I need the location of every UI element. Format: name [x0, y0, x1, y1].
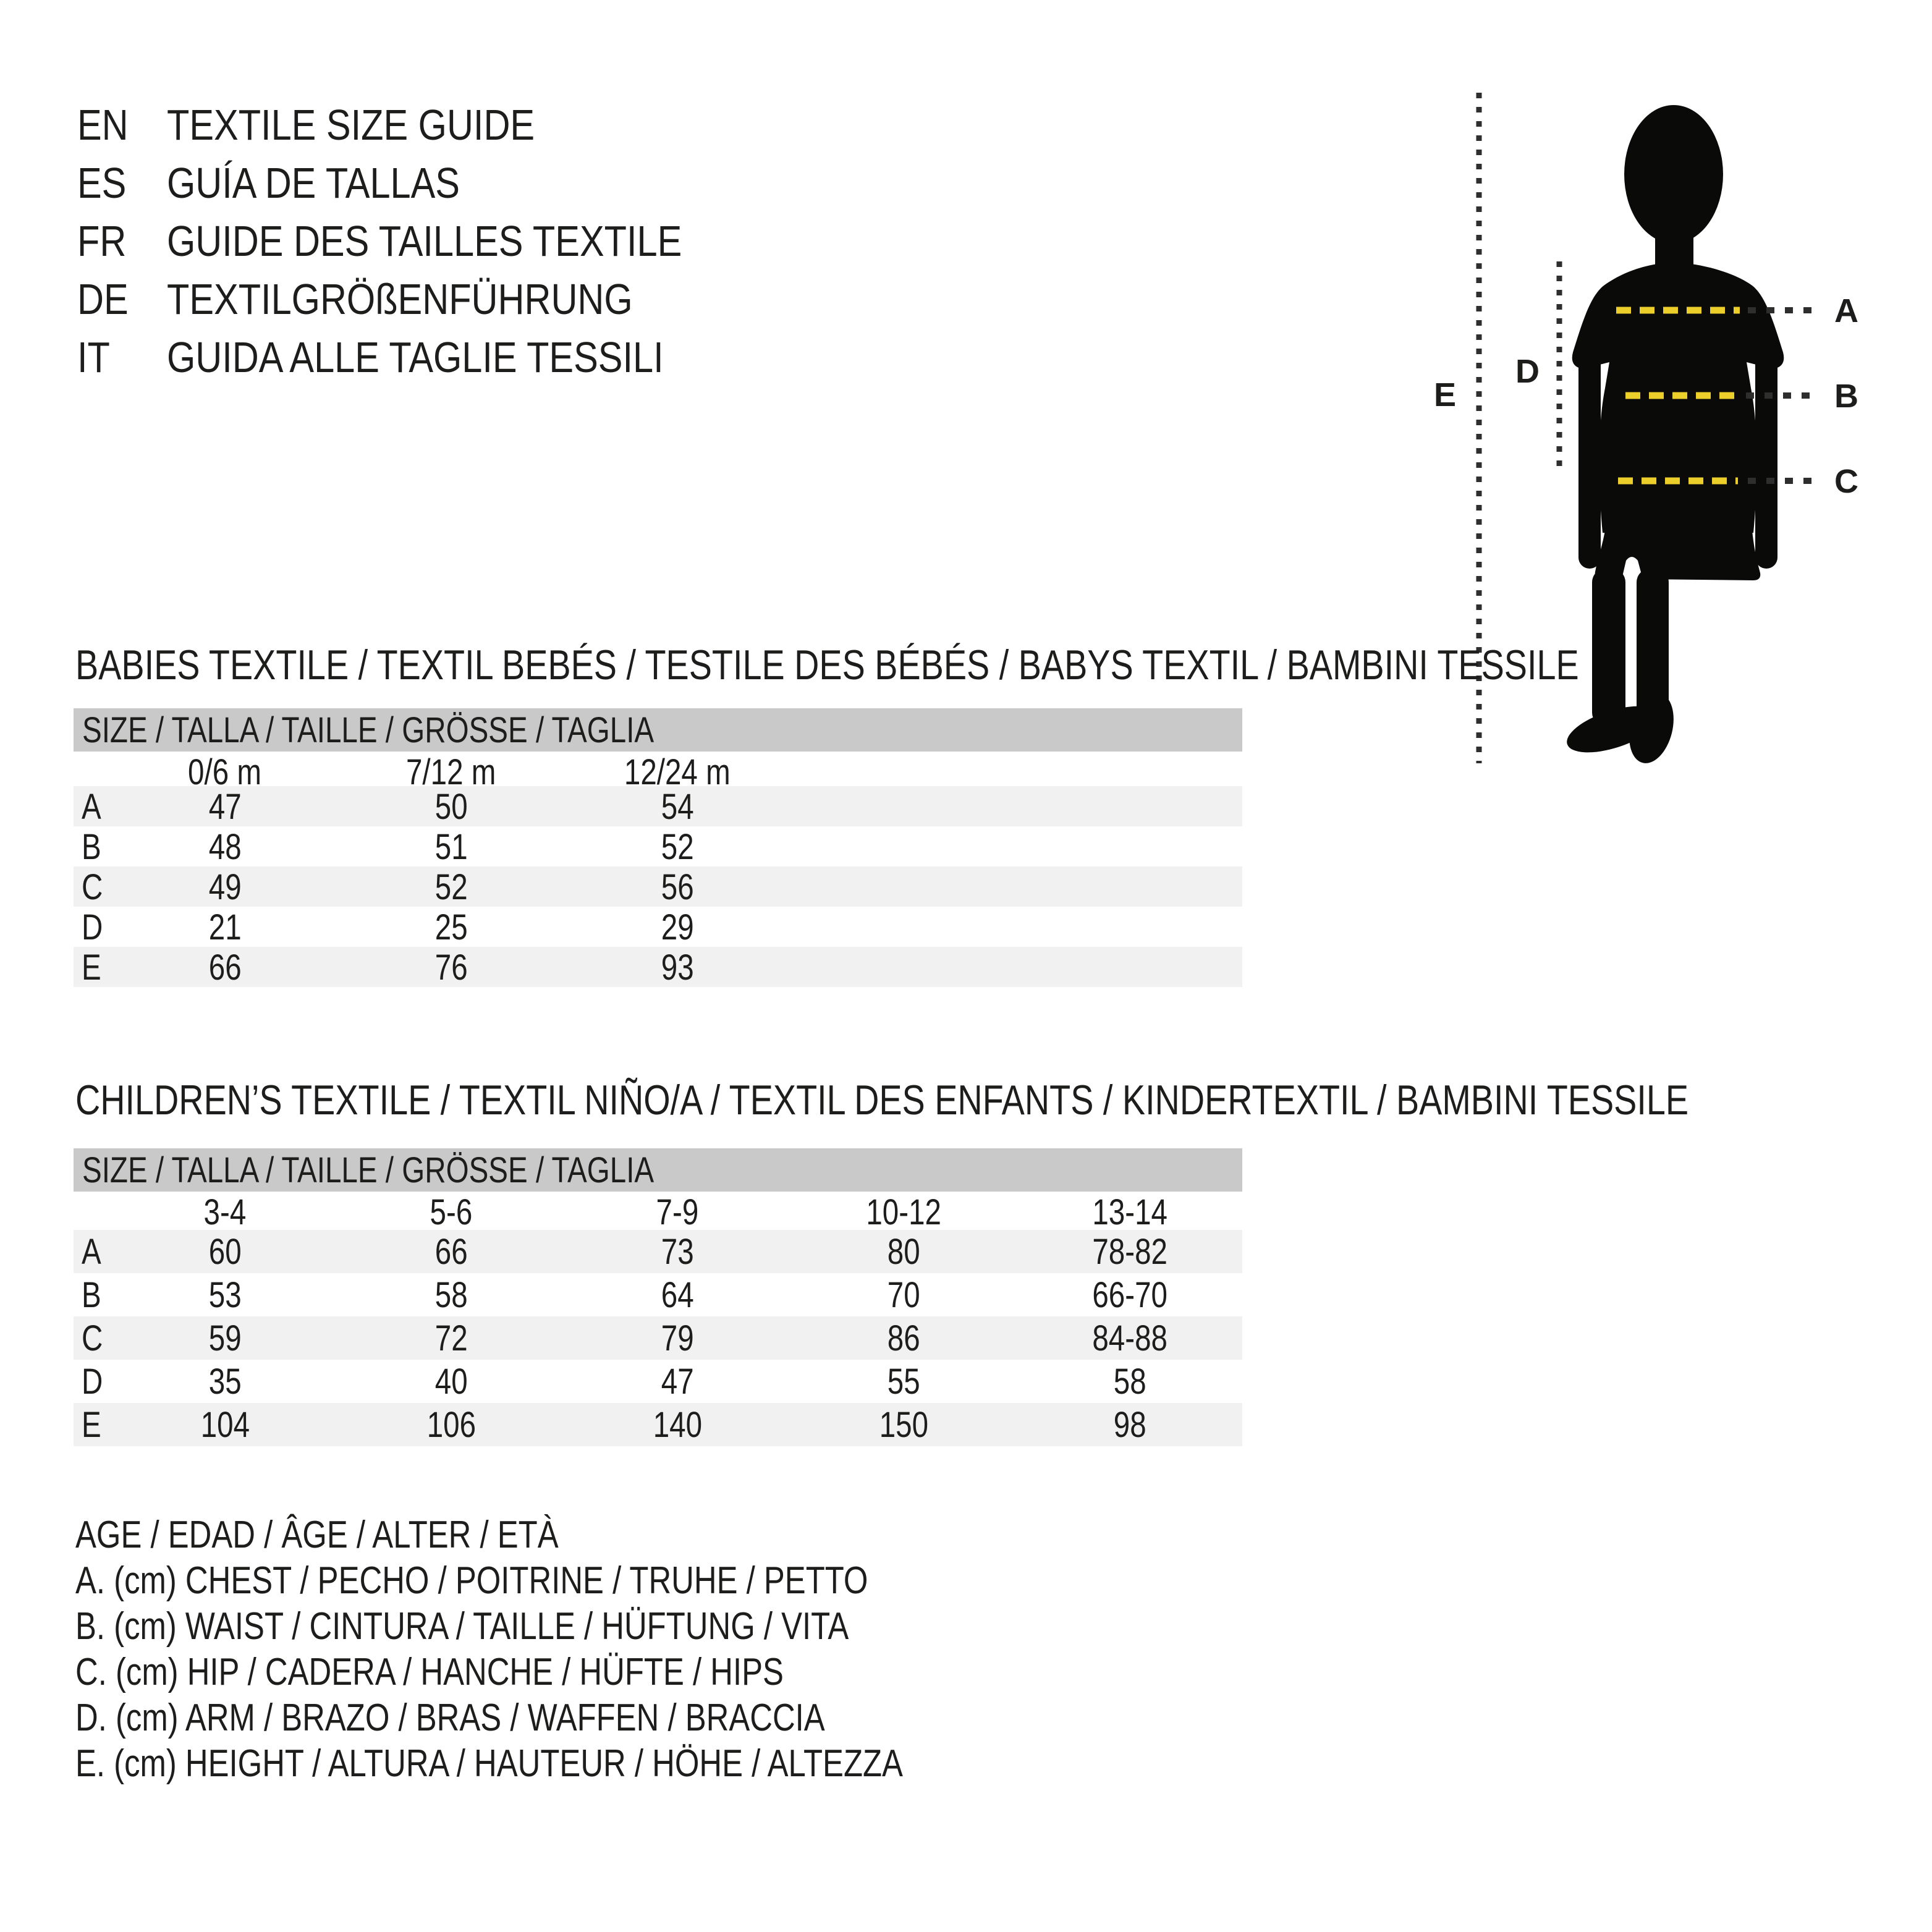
- babies-row-d: [74, 907, 1242, 947]
- value-cell: 86: [887, 1318, 920, 1358]
- legend-line-arm: D. (cm) ARM / BRAZO / BRAS / WAFFEN / BRACCIA: [75, 1696, 825, 1739]
- value-cell: 150: [879, 1404, 928, 1445]
- children-size-table: [74, 1148, 1242, 1446]
- silhouette-left-arm: [1578, 340, 1601, 569]
- value-cell: 106: [426, 1404, 476, 1445]
- children-row-a: [74, 1230, 1242, 1273]
- value-cell: 72: [434, 1318, 468, 1358]
- value-cell: 21: [208, 907, 242, 947]
- row-label: B: [82, 827, 101, 867]
- babies-size-header-bar: SIZE / TALLA / TAILLE / GRÖSSE / TAGLIA: [74, 708, 1242, 752]
- lang-row-fr: [77, 212, 773, 270]
- babies-row-b: [74, 826, 1242, 866]
- babies-col-7-12m: 7/12 m: [406, 752, 496, 792]
- figure-label-c: C: [1834, 463, 1858, 500]
- figure-label-a: A: [1834, 292, 1858, 329]
- value-cell: 29: [661, 907, 694, 947]
- figure-label-d: D: [1515, 353, 1540, 390]
- figure-label-b: B: [1834, 378, 1858, 415]
- value-cell: 58: [1113, 1361, 1146, 1402]
- value-cell: 64: [661, 1274, 694, 1315]
- value-cell: 78-82: [1092, 1231, 1167, 1272]
- row-label: A: [82, 787, 101, 827]
- value-cell: 47: [208, 787, 242, 827]
- babies-row-e: [74, 947, 1242, 987]
- value-cell: 66: [208, 947, 242, 988]
- value-cell: 73: [661, 1231, 694, 1272]
- babies-column-header-row: [74, 752, 1242, 792]
- value-cell: 140: [653, 1404, 702, 1445]
- children-column-header-row: [74, 1192, 1242, 1230]
- babies-section-title: BABIES TEXTILE / TEXTIL BEBÉS / TESTILE DES BÉBÉS / BABYS TEXTIL / BAMBINI TESSILE: [75, 642, 1579, 688]
- legend-line-waist: B. (cm) WAIST / CINTURA / TAILLE / HÜFTUNG / VITA: [75, 1604, 849, 1648]
- value-cell: 104: [200, 1404, 250, 1445]
- lang-row-de: [77, 270, 773, 328]
- babies-col-12-24m: 12/24 m: [624, 752, 731, 792]
- value-cell: 51: [434, 827, 468, 867]
- lang-title: GUIDE DES TAILLES TEXTILE: [167, 217, 682, 265]
- lang-title: GUIDA ALLE TAGLIE TESSILI: [167, 333, 664, 381]
- lang-title: TEXTILE SIZE GUIDE: [167, 101, 535, 149]
- figure-label-e: E: [1434, 376, 1457, 413]
- value-cell: 40: [434, 1361, 468, 1402]
- lang-row-en: [77, 96, 773, 154]
- value-cell: 52: [661, 827, 694, 867]
- row-label: E: [82, 947, 101, 988]
- legend-line-chest: A. (cm) CHEST / PECHO / POITRINE / TRUHE / PETTO: [75, 1559, 868, 1602]
- children-row-b: [74, 1273, 1242, 1316]
- legend-line-hip: C. (cm) HIP / CADERA / HANCHE / HÜFTE / HIPS: [75, 1650, 784, 1693]
- value-cell: 66: [434, 1231, 468, 1272]
- legend-line-height: E. (cm) HEIGHT / ALTURA / HAUTEUR / HÖHE / ALTEZZA: [75, 1742, 903, 1785]
- value-cell: 59: [208, 1318, 242, 1358]
- row-label: E: [82, 1404, 101, 1445]
- children-row-c: [74, 1316, 1242, 1360]
- silhouette-right-arm: [1755, 340, 1777, 569]
- children-col-10-12: 10-12: [866, 1192, 941, 1232]
- value-cell: 35: [208, 1361, 242, 1402]
- language-title-block: [77, 96, 773, 386]
- value-cell: 56: [661, 867, 694, 907]
- row-label: A: [82, 1231, 101, 1272]
- row-label: D: [82, 1361, 103, 1402]
- babies-row-c: [74, 866, 1242, 907]
- lang-title: GUÍA DE TALLAS: [167, 159, 460, 207]
- value-cell: 60: [208, 1231, 242, 1272]
- value-cell: 79: [661, 1318, 694, 1358]
- legend-line-age: AGE / EDAD / ÂGE / ALTER / ETÀ: [75, 1513, 559, 1556]
- row-label: C: [82, 867, 103, 907]
- babies-size-table: [74, 708, 1242, 987]
- value-cell: 93: [661, 947, 694, 988]
- value-cell: 53: [208, 1274, 242, 1315]
- babies-col-0-6m: 0/6 m: [188, 752, 262, 792]
- children-col-7-9: 7-9: [656, 1192, 699, 1232]
- silhouette-right-foot: [1622, 688, 1680, 768]
- value-cell: 76: [434, 947, 468, 988]
- value-cell: 66-70: [1092, 1274, 1167, 1315]
- children-row-d: [74, 1360, 1242, 1403]
- row-label: B: [82, 1274, 101, 1315]
- child-silhouette-figure: [1409, 80, 1904, 822]
- lang-title: TEXTILGRÖßENFÜHRUNG: [167, 275, 633, 323]
- children-section-title: CHILDREN’S TEXTILE / TEXTIL NIÑO/A / TEXTIL DES ENFANTS / KINDERTEXTIL / BAMBINI TESSILE: [75, 1077, 1689, 1124]
- children-col-13-14: 13-14: [1092, 1192, 1167, 1232]
- lang-code: ES: [77, 159, 127, 207]
- lang-code: IT: [77, 333, 110, 381]
- value-cell: 47: [661, 1361, 694, 1402]
- lang-code: FR: [77, 217, 127, 265]
- value-cell: 55: [887, 1361, 920, 1402]
- value-cell: 25: [434, 907, 468, 947]
- lang-row-it: [77, 328, 773, 386]
- measurement-legend: [75, 1512, 1085, 1786]
- lang-row-es: [77, 154, 773, 212]
- value-cell: 50: [434, 787, 468, 827]
- lang-code: DE: [77, 275, 129, 323]
- lang-code: EN: [77, 101, 129, 149]
- value-cell: 70: [887, 1274, 920, 1315]
- value-cell: 98: [1113, 1404, 1146, 1445]
- value-cell: 58: [434, 1274, 468, 1315]
- row-label: D: [82, 907, 103, 947]
- value-cell: 80: [887, 1231, 920, 1272]
- children-row-e: [74, 1403, 1242, 1446]
- value-cell: 84-88: [1092, 1318, 1167, 1358]
- value-cell: 49: [208, 867, 242, 907]
- value-cell: 54: [661, 787, 694, 827]
- value-cell: 48: [208, 827, 242, 867]
- value-cell: 52: [434, 867, 468, 907]
- children-size-header-bar: SIZE / TALLA / TAILLE / GRÖSSE / TAGLIA: [74, 1148, 1242, 1192]
- row-label: C: [82, 1318, 103, 1358]
- children-col-3-4: 3-4: [203, 1192, 247, 1232]
- children-col-5-6: 5-6: [430, 1192, 473, 1232]
